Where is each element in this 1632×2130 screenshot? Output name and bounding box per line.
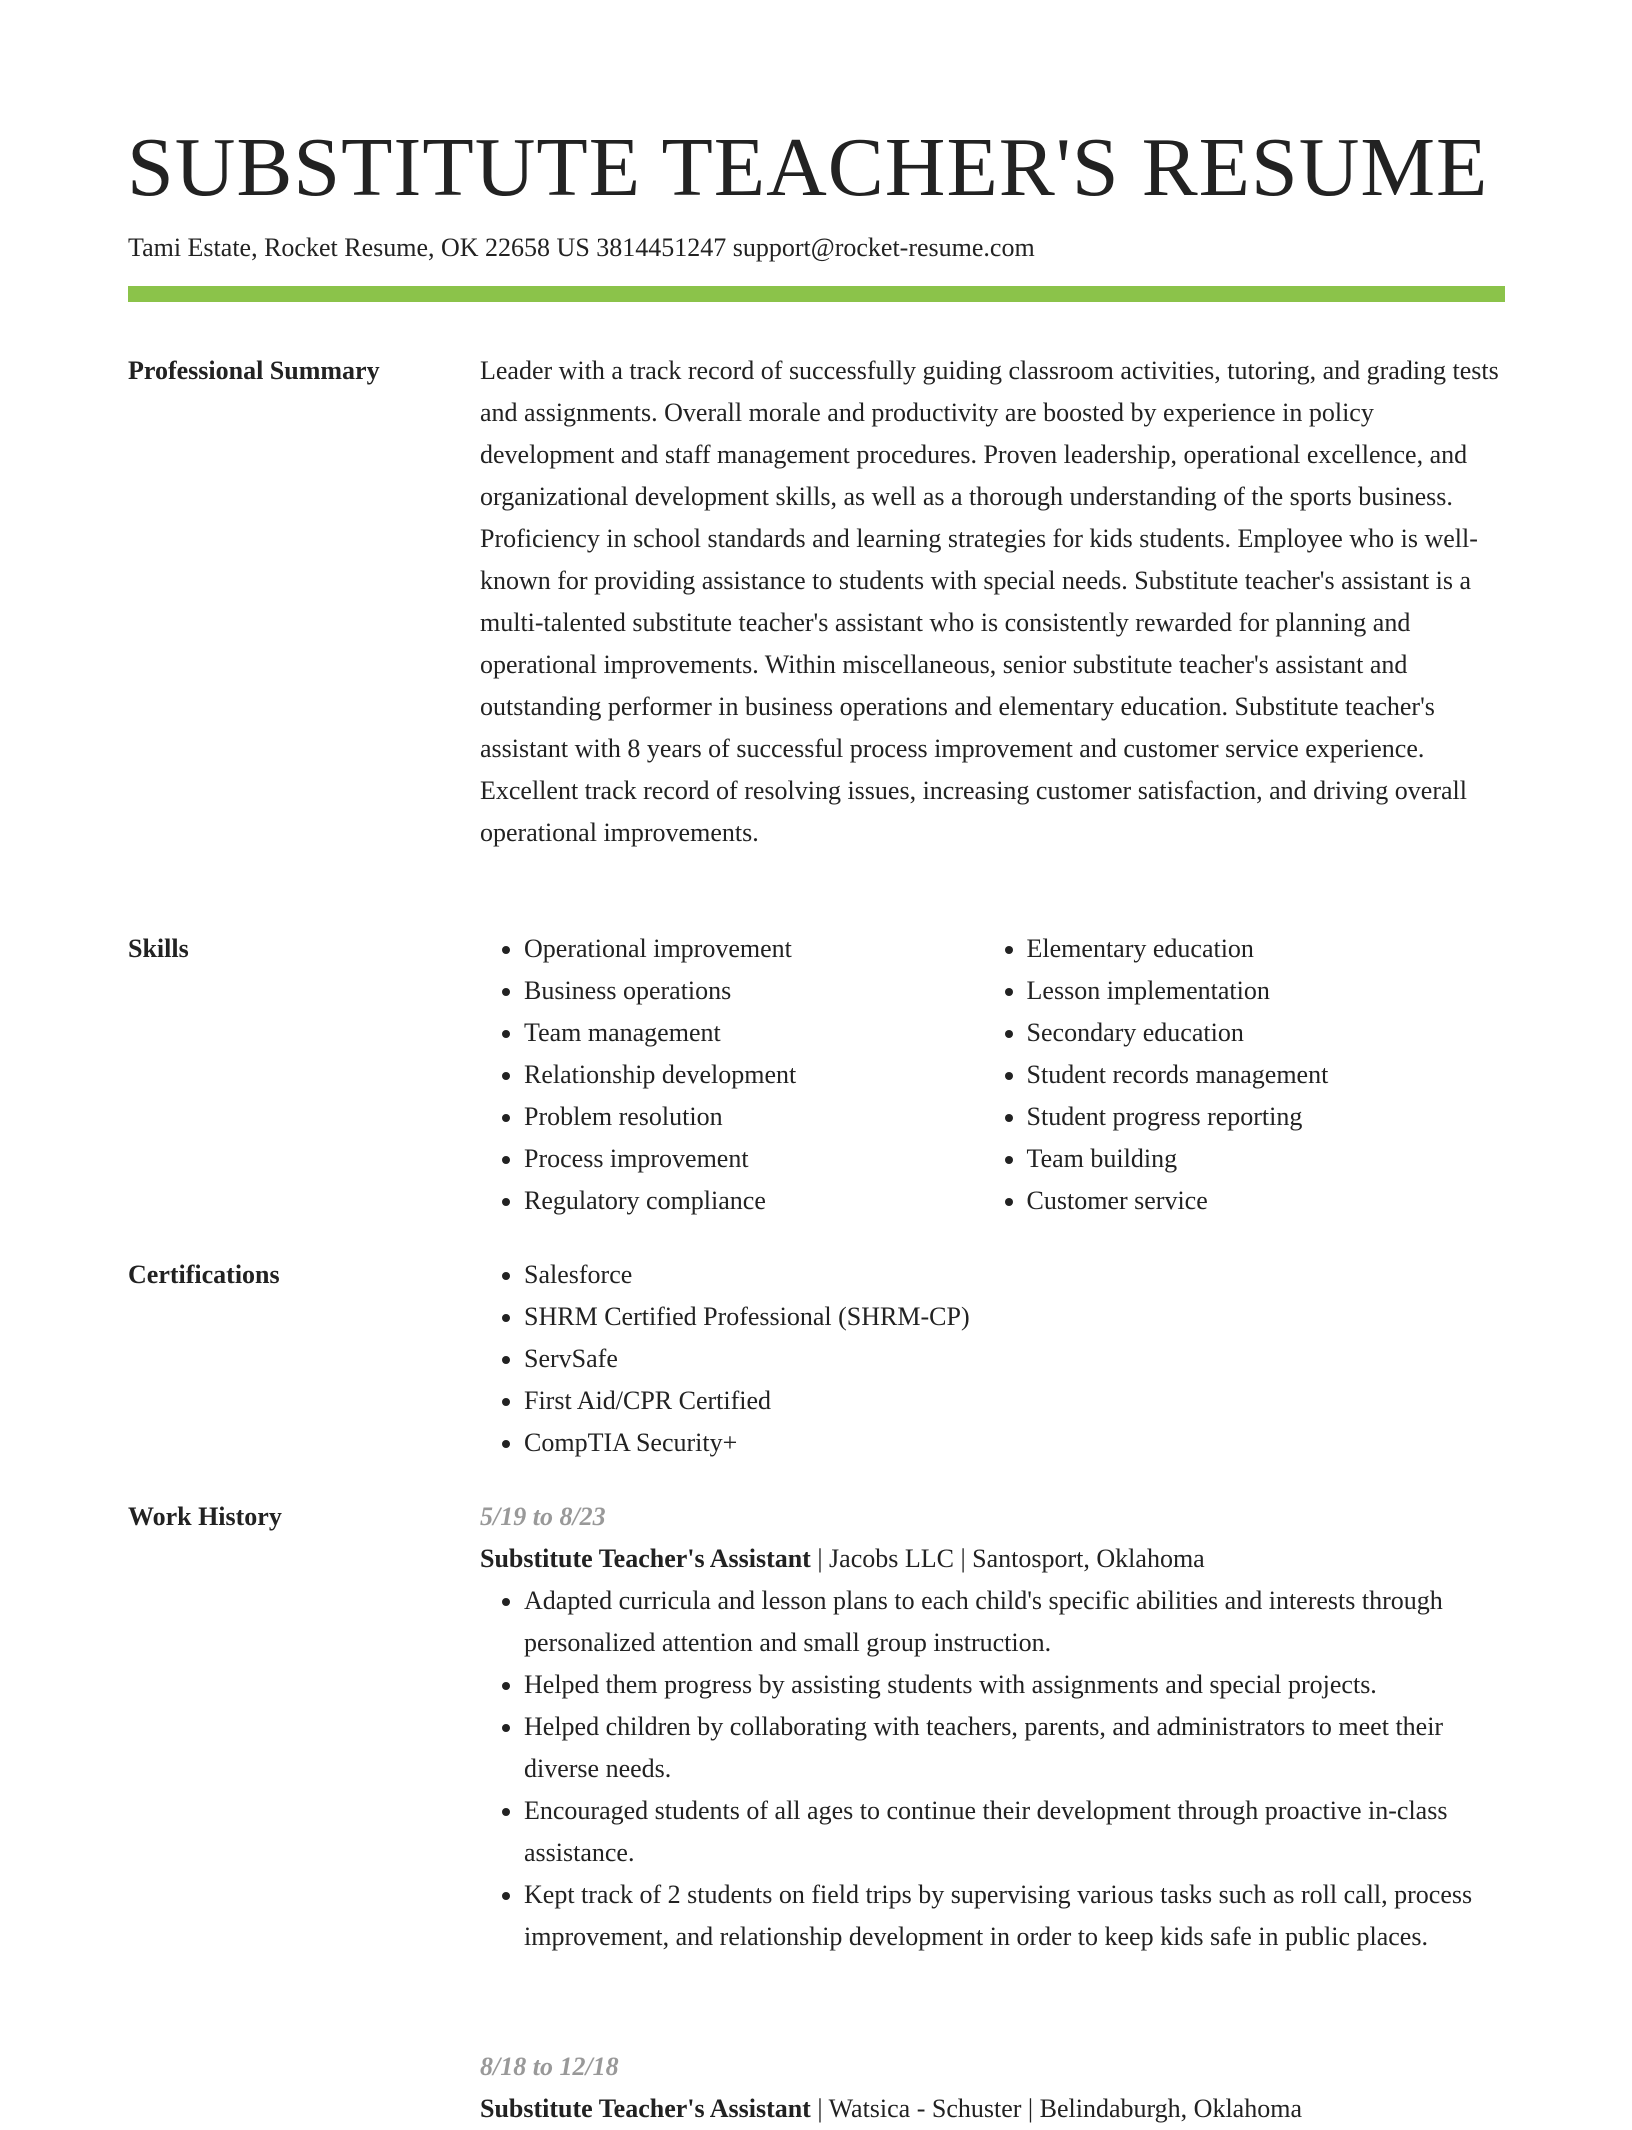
accent-divider [128, 286, 1505, 302]
certification-item: • First Aid/CPR Certified [524, 1380, 1505, 1422]
skill-item: • Customer service [1027, 1180, 1505, 1222]
certification-item: • Salesforce [524, 1254, 1505, 1296]
skill-item: • Secondary education [1027, 1012, 1505, 1054]
summary-body [480, 350, 1505, 854]
summary-text: Leader with a track record of successfully guiding classroom activities, tutoring, and grading tests and assignments. Overall morale and productivity are boosted by experience in policy development and staff management procedures. Proven leadership, operational excellence, and organizational development skills, as well as a thorough understanding of the sports business. Proficiency in school standards and learning strategies for kids students. Employee who is well-known for providing assistance to students with special needs. Substitute teacher's assistant is a multi-talented substitute teacher's assistant who is consistently rewarded for planning and operational improvements. Within miscellaneous, senior substitute teacher's assistant and outstanding performer in business operations and elementary education. Substitute teacher's assistant with 8 years of successful process improvement and customer service experience. Excellent track record of resolving issues, increasing customer satisfaction, and driving overall operational improvements. [480, 356, 1499, 847]
certification-item: • CompTIA Security+ [524, 1422, 1505, 1464]
job-title-line [480, 2088, 1505, 2130]
skills-heading: Skills [128, 934, 189, 963]
certification-item: • SHRM Certified Professional (SHRM-CP) [524, 1296, 1505, 1338]
work-history-heading: Work History [128, 1502, 282, 1531]
job-bullet: • Kept track of 2 students on field trips by supervising various tasks such as roll call, process improvement, and relationship development in order to keep kids safe in public places. [524, 1874, 1505, 1958]
job-title: Substitute Teacher's Assistant [480, 1544, 811, 1573]
job-bullet: • Adapted curricula and lesson plans to each child's specific abilities and interests through personalized attention and small group instruction. [524, 1580, 1505, 1664]
skills-list-left [480, 928, 983, 1222]
certifications-list [480, 1254, 1505, 1464]
skill-item: • Regulatory compliance [524, 1180, 983, 1222]
summary-heading: Professional Summary [128, 356, 380, 385]
certifications-heading: Certifications [128, 1260, 280, 1289]
skill-item: • Process improvement [524, 1138, 983, 1180]
job-dates: 8/18 to 12/18 [480, 2052, 619, 2081]
skill-item: • Team management [524, 1012, 983, 1054]
certifications-body [480, 1254, 1505, 1464]
skill-item: • Team building [1027, 1138, 1505, 1180]
job-title: Substitute Teacher's Assistant [480, 2094, 811, 2123]
work-history-section [128, 1496, 1505, 2123]
work-history-body [480, 1496, 1505, 2123]
job-entry [480, 1496, 1505, 1958]
contact-line: Tami Estate, Rocket Resume, OK 22658 US 3814451247 support@rocket-resume.com [128, 233, 1035, 262]
resume-title: SUBSTITUTE TEACHER'S RESUME [127, 121, 1489, 214]
skill-item: • Student progress reporting [1027, 1096, 1505, 1138]
skill-item: • Elementary education [1027, 928, 1505, 970]
skill-item: • Business operations [524, 970, 983, 1012]
job-bullet: • Helped them progress by assisting students with assignments and special projects. [524, 1664, 1505, 1706]
job-title-line [480, 1538, 1505, 1580]
skill-item: • Student records management [1027, 1054, 1505, 1096]
job-bullet: • Helped children by collaborating with teachers, parents, and administrators to meet their diverse needs. [524, 1706, 1505, 1790]
job-details: | Jacobs LLC | Santosport, Oklahoma [810, 1544, 1205, 1573]
job-dates: 5/19 to 8/23 [480, 1502, 606, 1531]
skill-item: • Problem resolution [524, 1096, 983, 1138]
job-entry [480, 2046, 1505, 2130]
skills-list-right [983, 928, 1505, 1222]
skill-item: • Operational improvement [524, 928, 983, 970]
certification-item: • ServSafe [524, 1338, 1505, 1380]
skills-body [480, 928, 1505, 1222]
job-bullets [480, 1580, 1505, 1958]
skill-item: • Relationship development [524, 1054, 983, 1096]
job-bullet: • Encouraged students of all ages to continue their development through proactive in-class assistance. [524, 1790, 1505, 1874]
job-details: | Watsica - Schuster | Belindaburgh, Oklahoma [810, 2094, 1302, 2123]
skill-item: • Lesson implementation [1027, 970, 1505, 1012]
